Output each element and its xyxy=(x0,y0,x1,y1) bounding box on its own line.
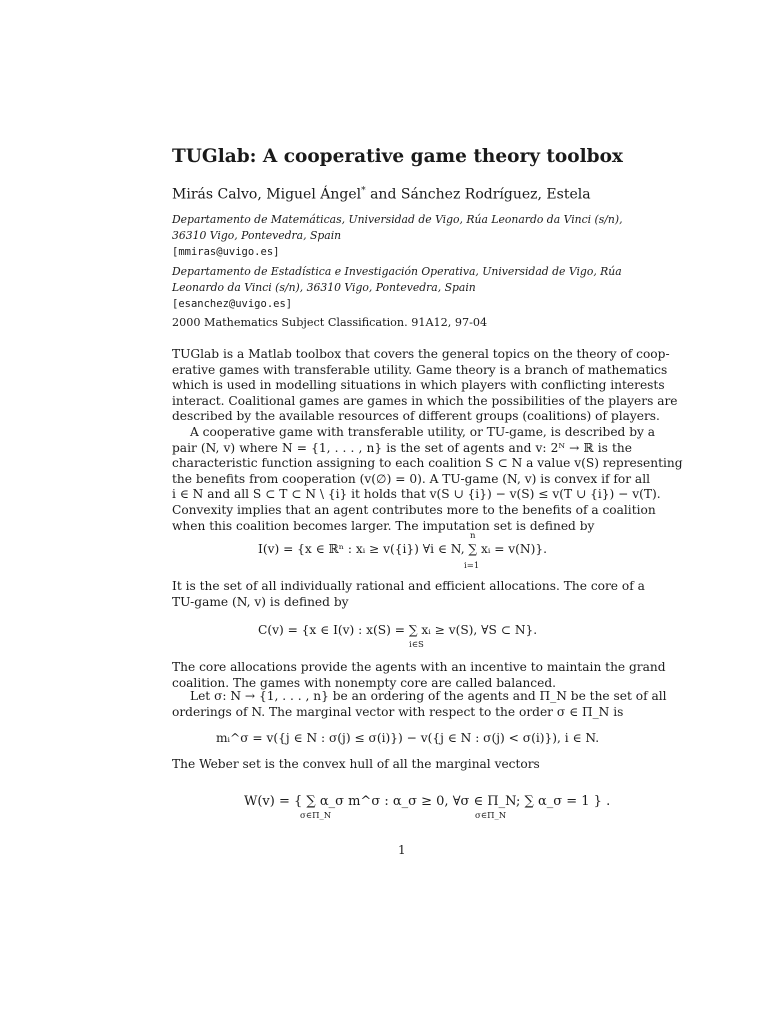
text-line: Convexity implies that an agent contributes more to the benefits of a coalition xyxy=(172,502,656,517)
paper-title: TUGlab: A cooperative game theory toolbox xyxy=(172,146,623,167)
paragraph-weber xyxy=(172,757,632,773)
text-line: described by the available resources of different groups (coalitions) of players. xyxy=(172,409,660,424)
text-line: the benefits from cooperation (v(∅) = 0). A TU-game (N, v) is convex if for all xyxy=(172,471,650,486)
author-1: Mirás Calvo, Miguel Ángel xyxy=(172,186,362,203)
affiliation-line: Departamento de Estadística e Investigación Operativa, Universidad de Vigo, Rúa xyxy=(172,265,622,278)
text-line: Let σ: N → {1, . . . , n} be an ordering of the agents and Π_N be the set of all xyxy=(190,689,667,703)
equation-text: C(v) = {x ∈ I(v) : x(S) = ∑ xᵢ ≥ v(S), ∀S ⊂ N}. xyxy=(258,623,538,637)
text-line: pair (N, v) where N = {1, . . . , n} is the set of agents and v: 2ᴺ → ℝ is the xyxy=(172,440,632,455)
page-number: 1 xyxy=(398,843,406,857)
email: [mmiras@uvigo.es] xyxy=(172,246,280,258)
author-2: and Sánchez Rodríguez, Estela xyxy=(365,186,591,203)
paragraph-core xyxy=(172,579,645,610)
text-line: orderings of N. The marginal vector with respect to the order σ ∈ Π_N is xyxy=(172,704,624,719)
corresponding-author-mark: * xyxy=(361,186,366,196)
sum-upper-limit: n xyxy=(470,531,476,541)
equation-text: I(v) = {x ∈ ℝⁿ : xᵢ ≥ v({i}) ∀i ∈ N, ∑ xᵢ = v(N)}. xyxy=(258,542,547,556)
text-line: TU-game (N, v) is defined by xyxy=(172,594,349,609)
equation-imputation xyxy=(258,542,547,556)
affiliation-2 xyxy=(172,264,622,312)
sum-lower-limit: σ∈Π_N xyxy=(300,811,332,821)
text-line: It is the set of all individually rational and efficient allocations. The core of a xyxy=(172,579,645,593)
email: [esanchez@uvigo.es] xyxy=(172,298,293,310)
text-line: A cooperative game with transferable utility, or TU-game, is described by a xyxy=(190,425,656,439)
equation-weber-set xyxy=(244,794,610,809)
affiliation-line: 36310 Vigo, Pontevedra, Spain xyxy=(172,229,342,242)
sum-lower-limit: σ∈Π_N xyxy=(475,811,507,821)
affiliation-line: Leonardo da Vinci (s/n), 36310 Vigo, Pontevedra, Spain xyxy=(172,281,476,294)
text-line: when this coalition becomes larger. The imputation set is defined by xyxy=(172,518,595,533)
paragraph-tu-game xyxy=(172,425,683,534)
text-line: i ∈ N and all S ⊂ T ⊂ N \ {i} it holds that v(S ∪ {i}) − v(S) ≤ v(T ∪ {i}) − v(T). xyxy=(172,487,661,502)
sum-lower-limit: i=1 xyxy=(464,561,480,571)
paragraph-balanced xyxy=(172,660,666,691)
equation-text: W(v) = { ∑ α_σ m^σ : α_σ ≥ 0, ∀σ ∈ Π_N; ∑ α_σ = 1 } . xyxy=(244,794,611,809)
sum-lower-limit: i∈S xyxy=(409,640,424,650)
equation-core xyxy=(258,623,537,637)
text-line: coalition. The games with nonempty core are called balanced. xyxy=(172,675,557,690)
affiliation-1 xyxy=(172,212,623,260)
paragraph-intro xyxy=(172,347,678,425)
text-line: characteristic function assigning to each coalition S ⊂ N a value v(S) representing xyxy=(172,456,683,471)
text-line: which is used in modelling situations in which players with conflicting interests xyxy=(172,378,665,393)
paragraph-ordering xyxy=(172,689,667,720)
author-line xyxy=(172,186,591,203)
text-line: erative games with transferable utility. Game theory is a branch of mathematics xyxy=(172,362,668,377)
text-line: The Weber set is the convex hull of all the marginal vectors xyxy=(172,757,540,771)
text-line: interact. Coalitional games are games in which the possibilities of the players are xyxy=(172,393,678,408)
text-line: The core allocations provide the agents with an incentive to maintain the grand xyxy=(172,660,666,674)
affiliation-line: Departamento de Matemáticas, Universidad de Vigo, Rúa Leonardo da Vinci (s/n), xyxy=(172,213,623,226)
equation-marginal-vector: mᵢ^σ = v({j ∈ N : σ(j) ≤ σ(i)}) − v({j ∈ N : σ(j) < σ(i)}), i ∈ N. xyxy=(216,731,600,745)
subject-classification: 2000 Mathematics Subject Classification. 91A12, 97-04 xyxy=(172,316,488,329)
text-line: TUGlab is a Matlab toolbox that covers the general topics on the theory of coop- xyxy=(172,347,670,361)
